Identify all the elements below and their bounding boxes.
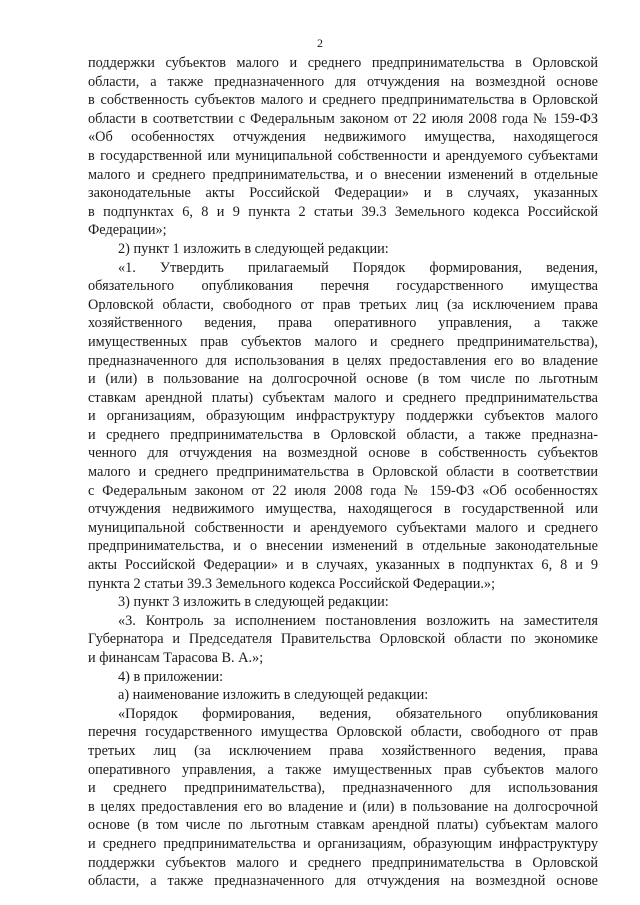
text-line: предпринимательства, и о внесении изменений в отдельные законодательные: [88, 538, 598, 555]
text-line: и организациям, образующим инфраструктуру поддержки субъектов малого: [88, 408, 598, 425]
text-line: и среднего предпринимательства), предназначенного для использования: [88, 780, 598, 797]
text-line: предназначенного для использования в целях предоставления его во владение: [88, 352, 598, 369]
text-line: области, а также предназначенного для отчуждения на возмездной основе: [88, 73, 598, 90]
text-line: пункта 2 статьи 39.3 Земельного кодекса Российской Федерации.»;: [88, 575, 496, 592]
text-line: малого и среднего предпринимательства в Орловской области в соответствии: [88, 464, 598, 481]
text-line: области, а также предназначенного для отчуждения на возмездной основе: [88, 873, 598, 890]
text-line: и среднего предпринимательства в Орловской области, а также предназна-: [88, 426, 598, 443]
text-line: Федерации»;: [88, 222, 167, 239]
text-line: малого и среднего предпринимательства, и о внесении изменений в отдельные: [88, 166, 598, 183]
text-line: Губернатора и Председателя Правительства Орловской области по экономике: [88, 631, 598, 648]
text-line: «1. Утвердить прилагаемый Порядок формирования, ведения,: [118, 259, 598, 276]
text-line: в государственной или муниципальной собственности и арендуемого субъектами: [88, 147, 598, 164]
text-line: в подпунктах 6, 8 и 9 пункта 2 статьи 39.3 Земельного кодекса Российской: [88, 203, 598, 220]
text-line: поддержки субъектов малого и среднего предпринимательства в Орловской: [88, 854, 598, 871]
text-line: в собственность субъектов малого и среднего предпринимательства в Орловской: [88, 92, 598, 109]
text-line: 3) пункт 3 изложить в следующей редакции:: [118, 594, 389, 611]
text-line: «Порядок формирования, ведения, обязательного опубликования: [118, 705, 598, 722]
text-line: «3. Контроль за исполнением постановления возложить на заместителя: [118, 612, 598, 629]
text-line: муниципальной собственности и арендуемого субъектами малого и среднего: [88, 519, 598, 536]
text-line: отчуждения недвижимого имущества, находящегося в государственной или: [88, 501, 598, 518]
text-line: третьих лиц (за исключением права хозяйственного ведения, права: [88, 742, 598, 759]
text-line: а) наименование изложить в следующей редакции:: [118, 687, 429, 704]
text-line: и среднего предпринимательства и организациям, образующим инфраструктуру: [88, 835, 598, 852]
text-line: с Федеральным законом от 22 июля 2008 года № 159-ФЗ «Об особенностях: [88, 482, 598, 499]
text-line: 2) пункт 1 изложить в следующей редакции:: [118, 240, 389, 257]
text-line: «Об особенностях отчуждения недвижимого имущества, находящегося: [88, 129, 598, 146]
text-line: основе (в том числе по льготным ставкам арендной платы) субъектам малого: [88, 817, 598, 834]
text-line: имущественных прав субъектов малого и среднего предпринимательства),: [88, 333, 598, 350]
text-line: 4) в приложении:: [118, 668, 224, 685]
page-number: 2: [317, 36, 323, 50]
text-line: акты Российской Федерации» и в случаях, указанных в подпунктах 6, 8 и 9: [88, 557, 598, 574]
text-line: ставкам арендной платы) субъектам малого и среднего предпринимательства: [88, 389, 598, 406]
text-line: ченного для отчуждения на возмездной основе в собственность субъектов: [88, 445, 598, 462]
text-line: законодательные акты Российской Федерации» и в случаях, указанных: [88, 185, 598, 202]
text-line: Орловской области, свободного от прав третьих лиц (за исключением права: [88, 296, 598, 313]
text-line: области в соответствии с Федеральным законом от 22 июля 2008 года № 159-ФЗ: [88, 110, 598, 127]
text-line: оперативного управления, а также имущественных прав субъектов малого: [88, 761, 598, 778]
text-line: перечня государственного имущества Орловской области, свободного от прав: [88, 724, 598, 741]
text-line: обязательного опубликования перечня государственного имущества: [88, 278, 598, 295]
text-line: и (или) в пользование на долгосрочной основе (в том числе по льготным: [88, 371, 598, 388]
text-line: и финансам Тарасова В. А.»;: [88, 650, 264, 666]
text-line: поддержки субъектов малого и среднего предпринимательства в Орловской: [88, 55, 598, 71]
document-body: [88, 54, 598, 891]
text-line: хозяйственного ведения, права оперативного управления, а также: [88, 315, 598, 332]
text-line: в целях предоставления его во владение и (или) в пользование на долгосрочной: [88, 798, 598, 815]
